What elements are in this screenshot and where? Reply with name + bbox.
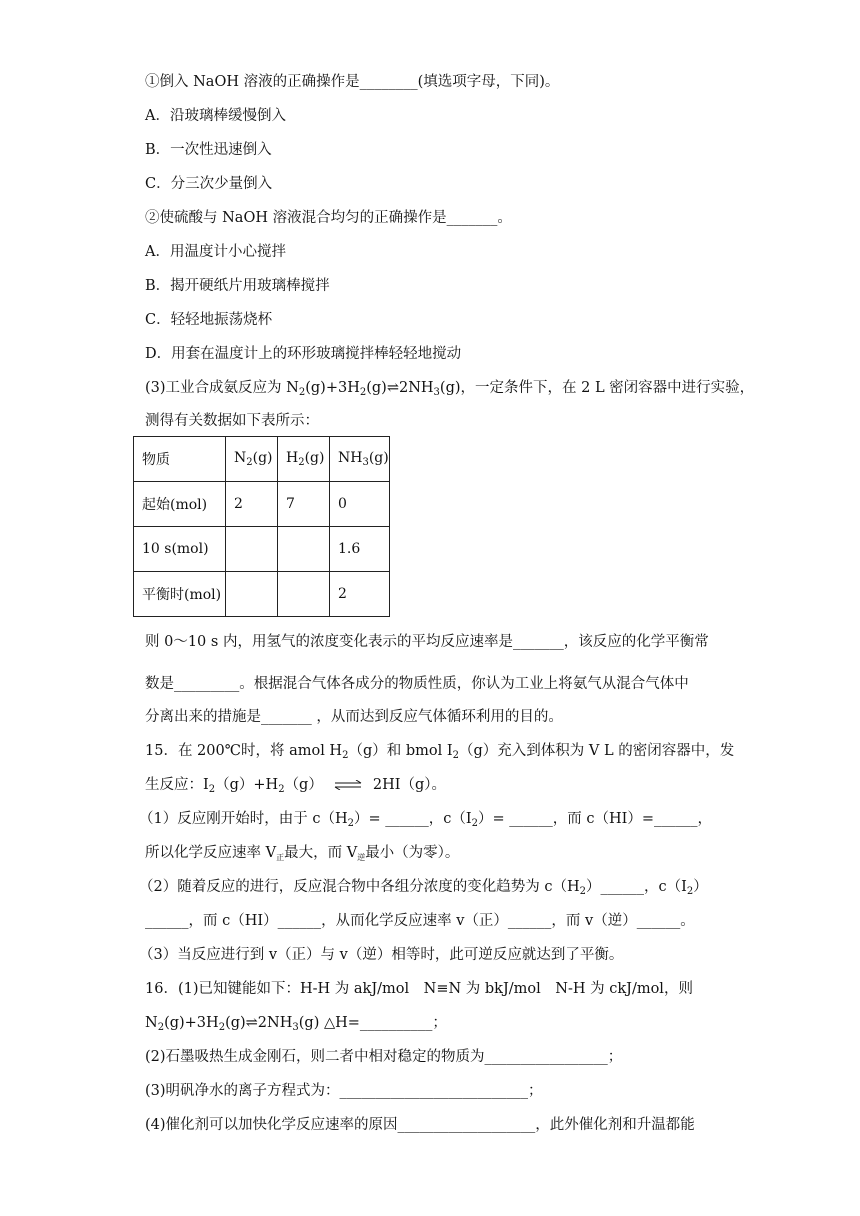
- table-row: [134, 527, 390, 572]
- option-c: C．分三次少量倒入: [145, 176, 273, 192]
- q16-line-1: 16．(1)已知键能如下：H-H 为 akJ/mol N≡N 为 bkJ/mol N-H 为 ckJ/mol，则: [145, 981, 693, 997]
- table-cell: 7: [278, 482, 330, 527]
- sub-question-1: ①倒入 NaOH 溶液的正确操作是________(填选项字母，下同)。: [145, 74, 560, 90]
- option-a: A．用温度计小心搅拌: [145, 244, 286, 260]
- q16-line-2: $N_2(g)+3H_2(g)\rightleftharpoons 2NH_3(g)$ △H=__________；: [145, 1015, 447, 1033]
- table-header-cell: $NH_3(g)$: [330, 437, 390, 482]
- option-a: A．沿玻璃棒缓慢倒入: [145, 108, 286, 124]
- table-cell: 起始(mol): [134, 482, 226, 527]
- q15-part-2-line-1: （2）随着反应的进行，反应混合物中各组分浓度的变化趋势为 $c(H_2)\_\_\_\_\_\_$，$c(I_2)$: [139, 879, 708, 897]
- after-table-line-1: 则 0～10 s 内，用氢气的浓度变化表示的平均反应速率是_______，该反应的化学平衡常: [145, 634, 709, 650]
- q16-line-4: (3)明矾净水的离子方程式为：__________________________；: [145, 1083, 543, 1099]
- table-row: [134, 572, 390, 617]
- data-table: [133, 436, 390, 617]
- q15-line-1: 15．在 200℃时，将 amol $H_2(g)$和 bmol $I_2(g)$充入到体积为 V L 的密闭容器中，发: [145, 743, 735, 761]
- table-cell: [278, 572, 330, 617]
- option-c: C．轻轻地振荡烧杯: [145, 312, 273, 328]
- q15-line-2: 生反应：$I_2(g)+H_2(g)$ 2HI（g）。: [145, 777, 446, 795]
- q16-line-5: (4)催化剂可以加快化学反应速率的原因___________________，此外催化剂和升温都能: [145, 1117, 695, 1133]
- option-b: B．揭开硬纸片用玻璃棒搅拌: [145, 278, 330, 294]
- table-cell: 1.6: [330, 527, 390, 572]
- table-cell: 平衡时(mol): [134, 572, 226, 617]
- after-table-line-3: 分离出来的措施是_______ ，从而达到反应气体循环利用的目的。: [145, 709, 563, 725]
- table-header-cell: $H_2(g)$: [278, 437, 330, 482]
- table-cell: [226, 572, 278, 617]
- table-header-cell: 物质: [134, 437, 226, 482]
- table-cell: 10 s(mol): [134, 527, 226, 572]
- table-header-row: [134, 437, 390, 482]
- table-header-cell: $N_2(g)$: [226, 437, 278, 482]
- sub-question-2: ②使硫酸与 NaOH 溶液混合均匀的正确操作是_______。: [145, 210, 512, 226]
- table-cell: [226, 527, 278, 572]
- table-cell: 2: [330, 572, 390, 617]
- q15-part-3: （3）当反应进行到 v（正）与 v（逆）相等时，此可逆反应就达到了平衡。: [139, 947, 624, 963]
- part-3-line-2: 测得有关数据如下表所示：: [145, 413, 319, 429]
- after-table-line-2: 数是_________。根据混合气体各成分的物质性质，你认为工业上将氨气从混合气体中: [145, 676, 689, 692]
- table-cell: 2: [226, 482, 278, 527]
- q15-part-2-line-2: ______，而 c（HI）______，从而化学反应速率 v（正）______，而 v（逆）______。: [145, 913, 695, 929]
- option-b: B．一次性迅速倒入: [145, 142, 272, 158]
- table-cell: [278, 527, 330, 572]
- equilibrium-arrow-icon: [333, 780, 363, 790]
- option-d: D．用套在温度计上的环形玻璃搅拌棒轻轻地搅动: [145, 346, 462, 362]
- q16-line-3: (2)石墨吸热生成金刚石，则二者中相对稳定的物质为_________________；: [145, 1049, 623, 1065]
- table-row: [134, 482, 390, 527]
- q15-part-1-line-1: （1）反应刚开始时，由于 $c(H_2)=$ ______，$c(I_2)=$ ______，而 c（HI）=______，: [139, 811, 712, 829]
- q15-part-1-line-2: 所以化学反应速率 $V_正$最大，而 $V_逆$最小（为零）。: [145, 845, 460, 862]
- table-cell: 0: [330, 482, 390, 527]
- part-3-line-1: (3)工业合成氨反应为 $N_2(g)+3H_2(g)\rightleftharpoons 2NH_3(g)$，一定条件下，在 2 L 密闭容器中进行实验，: [145, 380, 755, 398]
